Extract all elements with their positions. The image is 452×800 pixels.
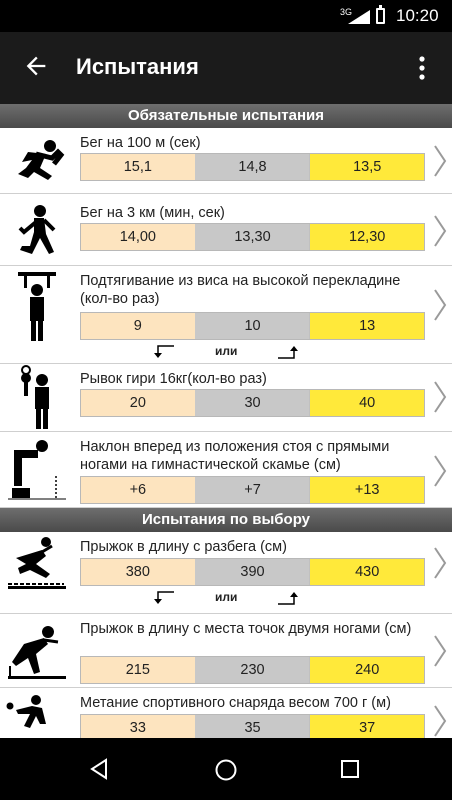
app-bar: [0, 32, 452, 104]
chevron-right-icon: [432, 288, 448, 322]
test-row-forward-bend[interactable]: [0, 432, 452, 508]
arrow-down-left-icon: [152, 590, 176, 606]
or-separator: [80, 342, 425, 364]
norm-values: [80, 656, 425, 684]
arrow-back-icon[interactable]: [22, 52, 50, 80]
norm-values: [80, 223, 425, 251]
value-bronze: 9: [81, 313, 196, 339]
arrow-down-left-icon: [152, 344, 176, 360]
value-bronze: 215: [81, 657, 196, 683]
value-bronze: 15,1: [81, 154, 196, 180]
value-bronze: 20: [81, 390, 196, 416]
value-silver: 13,30: [196, 224, 311, 250]
value-bronze: 33: [81, 715, 196, 741]
test-row-sprint-100m[interactable]: [0, 128, 452, 194]
test-label: Прыжок в длину с разбега (см): [80, 539, 287, 555]
value-silver: 10: [196, 313, 311, 339]
value-silver: 230: [196, 657, 311, 683]
home-nav-icon[interactable]: [214, 758, 238, 782]
test-row-standing-jump[interactable]: [0, 614, 452, 688]
value-gold: 240: [310, 657, 424, 683]
forward-bend-icon: [6, 436, 68, 504]
kettlebell-icon: [6, 364, 68, 430]
section-header-mandatory: Обязательные испытания: [0, 104, 452, 128]
value-gold: +13: [310, 477, 424, 503]
recents-nav-icon[interactable]: [340, 759, 360, 779]
long-jump-icon: [6, 534, 68, 592]
runner-icon: [6, 204, 68, 260]
test-label: Рывок гири 16кг(кол-во раз): [80, 371, 267, 387]
value-gold: 12,30: [310, 224, 424, 250]
battery-icon: [376, 8, 385, 24]
value-bronze: +6: [81, 477, 196, 503]
or-separator: [80, 588, 425, 610]
test-label: Прыжок в длину с места точок двумя ногами (см): [80, 621, 412, 637]
chevron-right-icon: [432, 546, 448, 580]
norm-values: [80, 153, 425, 181]
navigation-bar: [0, 738, 452, 800]
chevron-right-icon: [432, 634, 448, 668]
value-bronze: 380: [81, 559, 196, 585]
or-label: или: [215, 590, 238, 604]
network-type: 3G: [340, 7, 353, 17]
throw-icon: [6, 694, 68, 738]
value-gold: 13,5: [310, 154, 424, 180]
value-gold: 40: [310, 390, 424, 416]
test-label: Бег на 3 км (мин, сек): [80, 205, 225, 221]
test-label: Наклон вперед из положения стоя с прямыми ногами на гимнастической скамье (см): [80, 439, 390, 473]
value-gold: 430: [310, 559, 424, 585]
arrow-up-right-icon: [276, 590, 300, 606]
chevron-right-icon: [432, 144, 448, 178]
norm-values: [80, 312, 425, 340]
test-row-kettlebell[interactable]: [0, 364, 452, 432]
value-gold: 37: [310, 715, 424, 741]
test-label: Метание спортивного снаряда весом 700 г (м): [80, 695, 391, 711]
standing-jump-icon: [6, 622, 68, 682]
norm-values: [80, 558, 425, 586]
back-nav-icon[interactable]: [88, 758, 110, 780]
test-row-long-jump[interactable]: [0, 532, 452, 614]
chevron-right-icon: [432, 704, 448, 738]
value-bronze: 14,00: [81, 224, 196, 250]
or-label: или: [215, 344, 238, 358]
clock: 10:20: [396, 6, 439, 25]
test-row-run-3km[interactable]: [0, 194, 452, 266]
value-silver: 14,8: [196, 154, 311, 180]
section-header-optional: Испытания по выбору: [0, 508, 452, 532]
chevron-right-icon: [432, 380, 448, 414]
test-row-pull-up[interactable]: [0, 266, 452, 364]
runner-sprint-icon: [6, 138, 68, 188]
page-title: Испытания: [76, 54, 199, 79]
value-silver: 30: [196, 390, 311, 416]
test-label: Бег на 100 м (сек): [80, 135, 201, 151]
more-vert-icon[interactable]: [414, 54, 430, 82]
chevron-right-icon: [432, 214, 448, 248]
pull-up-icon: [6, 270, 68, 342]
chevron-right-icon: [432, 454, 448, 488]
status-bar: [0, 0, 452, 32]
value-gold: 13: [310, 313, 424, 339]
norm-values: [80, 389, 425, 417]
value-silver: 390: [196, 559, 311, 585]
test-label: Подтягивание из виса на высокой перекладине (кол-во раз): [80, 273, 401, 307]
signal-icon: [348, 10, 370, 24]
value-silver: +7: [196, 477, 311, 503]
arrow-up-right-icon: [276, 344, 300, 360]
norm-values: [80, 476, 425, 504]
value-silver: 35: [196, 715, 311, 741]
